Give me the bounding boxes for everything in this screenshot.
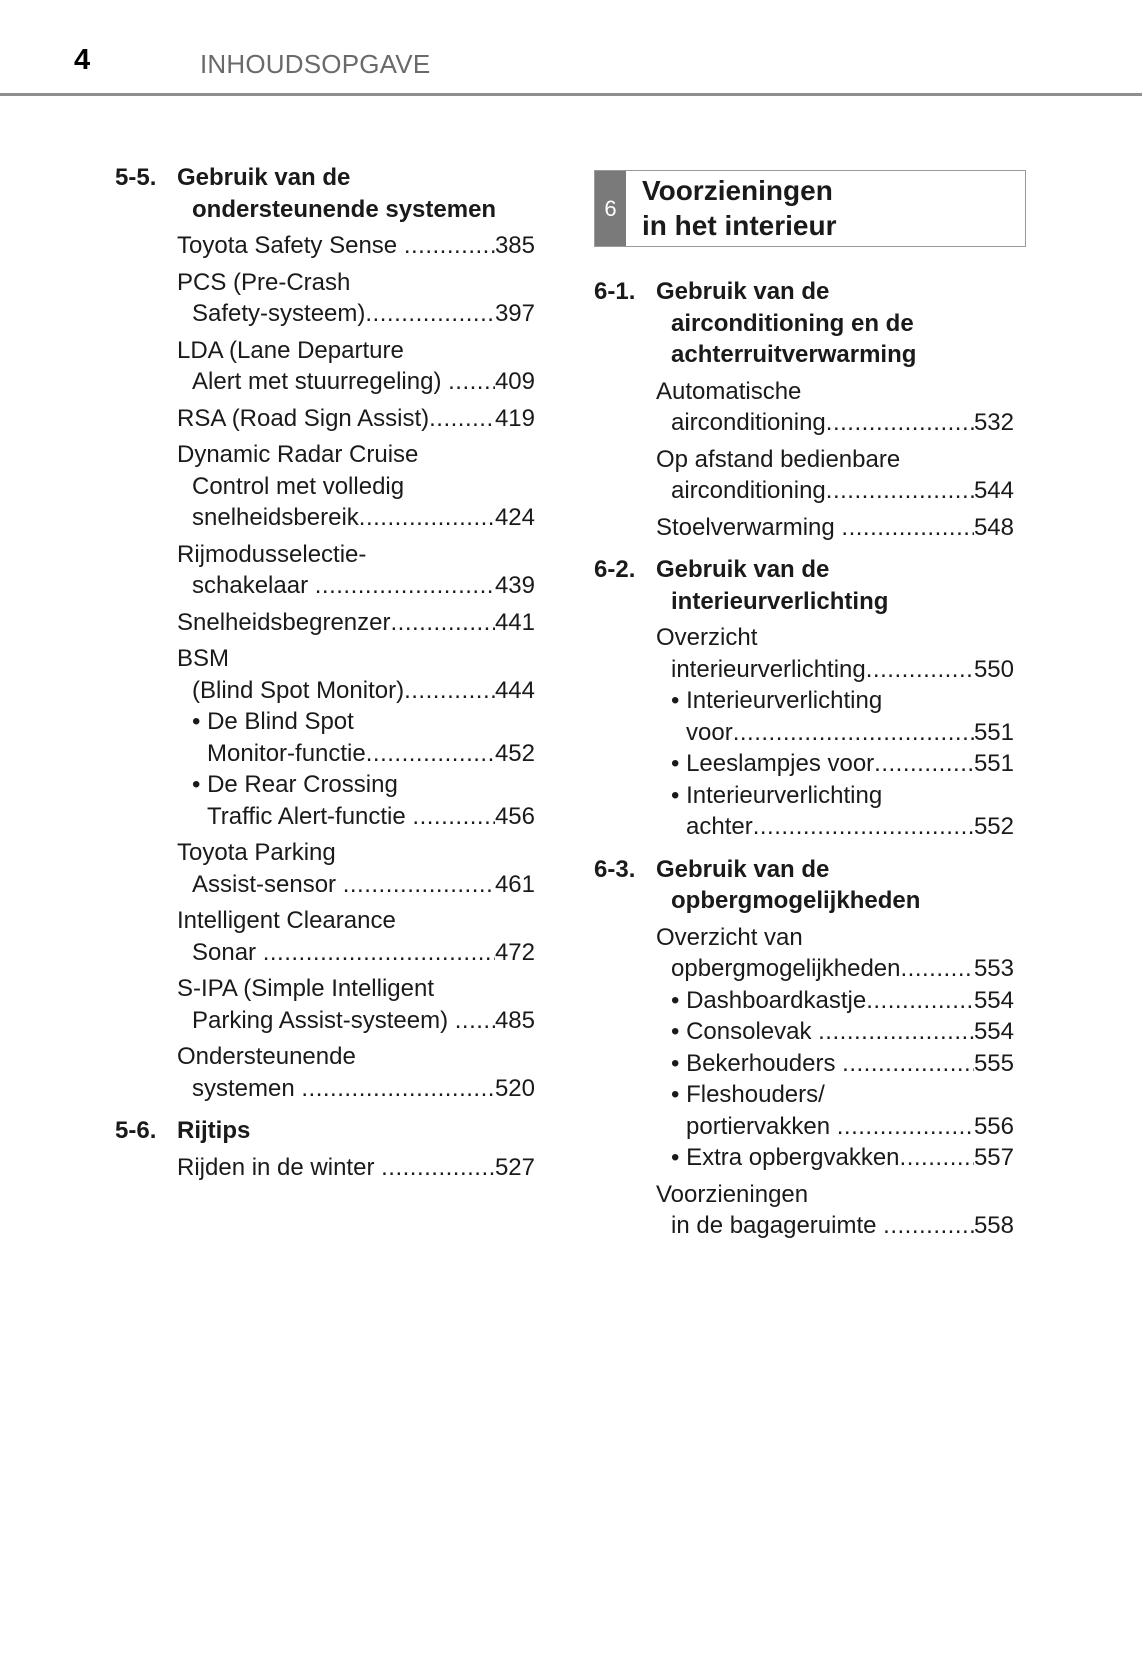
section-heading-5-5[interactable] xyxy=(115,162,535,225)
entry-label: Control met volledig xyxy=(192,472,405,500)
entry-label: systemen xyxy=(192,1074,302,1102)
leader-dots xyxy=(900,1142,974,1174)
leader-dots xyxy=(874,748,974,780)
chapter-heading-box[interactable] xyxy=(594,170,1026,247)
entry-label: • Fleshouders/ xyxy=(671,1081,825,1108)
toc-entry[interactable] xyxy=(177,1041,535,1104)
entry-label: Monitor-functie xyxy=(207,739,366,767)
page-ref: 456 xyxy=(494,802,535,830)
entry-label: Parking Assist-systeem) xyxy=(192,1006,455,1034)
chapter-title-line: Voorzieningen xyxy=(642,175,833,206)
page-ref: 444 xyxy=(494,676,535,704)
toc-subentry[interactable] xyxy=(656,748,1014,780)
chapter-title xyxy=(642,173,836,243)
running-title: INHOUDSOPGAVE xyxy=(200,49,431,79)
toc-subentry[interactable] xyxy=(656,1048,1014,1080)
entry-label: snelheidsbereik xyxy=(192,504,359,531)
page-ref: 553 xyxy=(973,955,1014,982)
toc-entry[interactable] xyxy=(656,444,1014,507)
section-heading-6-3[interactable] xyxy=(594,854,1014,917)
leader-dots xyxy=(837,1111,974,1143)
entry-label: • Interieurverlichting xyxy=(671,687,883,714)
section-title-line: interieurverlichting xyxy=(671,587,889,615)
leader-dots xyxy=(455,1005,495,1037)
leader-dots xyxy=(390,607,494,639)
section-number: 6-3. xyxy=(594,855,636,883)
entry-label: Overzicht van xyxy=(656,923,803,951)
section-title-line: ondersteunende systemen xyxy=(192,195,497,223)
section-title-line: airconditioning en de xyxy=(671,309,914,337)
toc-entry[interactable] xyxy=(656,922,1014,1174)
toc-entry[interactable] xyxy=(177,1152,535,1184)
toc-entry[interactable] xyxy=(177,643,535,832)
page-ref: 557 xyxy=(973,1144,1014,1171)
toc-subentry[interactable] xyxy=(656,780,1014,843)
toc-subentry[interactable] xyxy=(177,769,535,832)
page-ref: 441 xyxy=(494,608,535,636)
entry-label: achter xyxy=(686,813,753,840)
page-ref: 552 xyxy=(973,813,1014,840)
section-heading-6-1[interactable] xyxy=(594,276,1014,371)
leader-dots xyxy=(404,675,495,707)
entry-label: RSA (Road Sign Assist) xyxy=(177,404,430,432)
entry-label: Rijden in de winter xyxy=(177,1153,382,1181)
toc-entry[interactable] xyxy=(656,512,1014,544)
section-title-line: Gebruik van de xyxy=(656,278,830,305)
leader-dots xyxy=(343,869,495,901)
chapter-title-line: in het interieur xyxy=(642,210,837,241)
entry-label: (Blind Spot Monitor) xyxy=(192,676,405,704)
toc-entry[interactable] xyxy=(177,607,535,639)
entry-label: in de bagageruimte xyxy=(671,1212,884,1239)
entry-label: • Extra opbergvakken xyxy=(671,1144,900,1171)
entry-label: Automatische xyxy=(656,377,802,405)
section-number: 5-6. xyxy=(115,1117,157,1144)
entry-label: • De Rear Crossing xyxy=(192,771,398,798)
page-header xyxy=(0,0,1142,98)
leader-dots xyxy=(315,570,495,602)
section-heading-6-2[interactable] xyxy=(594,554,1014,617)
toc-entry[interactable] xyxy=(177,335,535,398)
page-ref: 439 xyxy=(494,572,535,599)
entry-label: • Consolevak xyxy=(671,1018,819,1045)
leader-dots xyxy=(301,1073,495,1105)
leader-dots xyxy=(826,475,974,507)
section-number: 6-2. xyxy=(594,556,636,583)
entry-label: voor xyxy=(686,718,733,746)
leader-dots xyxy=(429,403,495,435)
entry-label: Alert met stuurregeling) xyxy=(192,368,449,395)
entry-label: • Bekerhouders xyxy=(671,1049,843,1077)
entry-label: Op afstand bedienbare xyxy=(656,445,901,473)
page-ref: 532 xyxy=(973,409,1014,436)
header-divider xyxy=(0,93,1142,96)
page-ref: 419 xyxy=(494,404,535,432)
toc-subentry[interactable] xyxy=(656,1079,1014,1142)
toc-subentry[interactable] xyxy=(177,706,535,769)
page-ref: 551 xyxy=(973,718,1014,746)
entry-label: Overzicht xyxy=(656,624,758,651)
entry-label: LDA (Lane Departure xyxy=(177,336,404,364)
leader-dots xyxy=(753,811,974,843)
entry-label: Voorzieningen xyxy=(656,1180,809,1208)
section-title-line: Gebruik van de xyxy=(177,164,351,191)
entry-label: Rijmodusselectie- xyxy=(177,540,367,568)
toc-entry[interactable] xyxy=(177,267,535,330)
entry-label: opbergmogelijkheden xyxy=(671,955,901,982)
entry-label: • De Blind Spot xyxy=(192,708,354,735)
leader-dots xyxy=(366,738,495,770)
toc-entry[interactable] xyxy=(656,1179,1014,1242)
entry-label: Stoelverwarming xyxy=(656,513,842,541)
page-ref: 424 xyxy=(494,504,535,531)
entry-label: Intelligent Clearance xyxy=(177,907,396,934)
section-title-line: Gebruik van de xyxy=(656,855,830,883)
entry-label: schakelaar xyxy=(192,572,315,599)
entry-label: BSM xyxy=(177,645,230,672)
entry-label: • Leeslampjes voor xyxy=(671,750,875,777)
entry-label: Sonar xyxy=(192,938,263,966)
toc-entry[interactable] xyxy=(177,403,535,435)
page-ref: 397 xyxy=(494,300,535,327)
entry-label: Ondersteunende xyxy=(177,1043,356,1070)
section-heading-5-6[interactable] xyxy=(115,1115,535,1147)
page-ref: 527 xyxy=(494,1153,535,1181)
entry-label: PCS (Pre-Crash xyxy=(177,268,351,296)
toc-entry[interactable] xyxy=(177,973,535,1036)
page-ref: 520 xyxy=(494,1074,535,1102)
page-ref: 556 xyxy=(973,1112,1014,1140)
page-ref: 554 xyxy=(973,986,1014,1014)
leader-dots xyxy=(883,1210,974,1242)
entry-label: airconditioning xyxy=(671,409,826,436)
leader-dots xyxy=(866,985,974,1017)
entry-label: • Interieurverlichting xyxy=(671,781,883,809)
toc-subentry[interactable] xyxy=(656,1016,1014,1048)
entry-label: interieurverlichting xyxy=(671,655,866,683)
section-title-line: Rijtips xyxy=(177,1117,251,1144)
page-ref: 461 xyxy=(494,870,535,898)
page-ref: 385 xyxy=(494,232,535,259)
toc-subentry[interactable] xyxy=(656,1142,1014,1174)
leader-dots xyxy=(866,654,974,686)
section-title-line: opbergmogelijkheden xyxy=(671,887,921,914)
section-title-line: Gebruik van de xyxy=(656,556,830,583)
entry-label: portiervakken xyxy=(686,1112,837,1140)
leader-dots xyxy=(412,801,495,833)
leader-dots xyxy=(841,512,974,544)
section-title-line: achterruitverwarming xyxy=(671,341,917,368)
toc-entry[interactable] xyxy=(177,539,535,602)
entry-label: Dynamic Radar Cruise xyxy=(177,441,419,468)
toc-entry[interactable] xyxy=(177,905,535,968)
page-ref: 485 xyxy=(494,1006,535,1034)
leader-dots xyxy=(733,717,974,749)
toc-subentry[interactable] xyxy=(656,985,1014,1017)
toc-subentry[interactable] xyxy=(656,685,1014,748)
toc-entry[interactable] xyxy=(177,439,535,534)
toc-entry[interactable] xyxy=(656,376,1014,439)
page-number: 4 xyxy=(74,44,91,76)
toc-right-column xyxy=(594,276,1014,1247)
entry-label: • Dashboardkastje xyxy=(671,986,867,1014)
leader-dots xyxy=(818,1016,974,1048)
entry-label: Toyota Parking xyxy=(177,839,336,866)
entry-label: Snelheidsbegrenzer xyxy=(177,608,391,636)
toc-entry[interactable] xyxy=(177,837,535,900)
leader-dots xyxy=(826,407,974,439)
page-ref: 548 xyxy=(973,513,1014,541)
toc-entry[interactable] xyxy=(656,622,1014,843)
page-ref: 558 xyxy=(973,1212,1014,1239)
page-ref: 555 xyxy=(973,1049,1014,1077)
entry-label: Traffic Alert-functie xyxy=(207,802,413,830)
entry-label: S-IPA (Simple Intelligent xyxy=(177,975,435,1002)
chapter-number-tab: 6 xyxy=(595,171,626,246)
leader-dots xyxy=(359,502,495,534)
entry-label: airconditioning xyxy=(671,477,826,504)
leader-dots xyxy=(901,953,974,985)
page-ref: 551 xyxy=(973,750,1014,777)
leader-dots xyxy=(381,1152,495,1184)
entry-label: Assist-sensor xyxy=(192,870,343,898)
toc-left-column xyxy=(115,162,535,1188)
page-ref: 544 xyxy=(973,477,1014,504)
leader-dots xyxy=(404,230,495,262)
section-number: 6-1. xyxy=(594,278,636,305)
page-ref: 409 xyxy=(494,368,535,395)
leader-dots xyxy=(263,937,495,969)
toc-entry[interactable] xyxy=(177,230,535,262)
section-number: 5-5. xyxy=(115,164,157,191)
page-ref: 452 xyxy=(494,739,535,767)
leader-dots xyxy=(842,1048,974,1080)
entry-label: Safety-systeem) xyxy=(192,300,366,327)
page-ref: 550 xyxy=(973,655,1014,683)
leader-dots xyxy=(448,366,495,398)
page-ref: 554 xyxy=(973,1018,1014,1045)
entry-label: Toyota Safety Sense xyxy=(177,232,404,259)
page-ref: 472 xyxy=(494,938,535,966)
leader-dots xyxy=(365,298,495,330)
